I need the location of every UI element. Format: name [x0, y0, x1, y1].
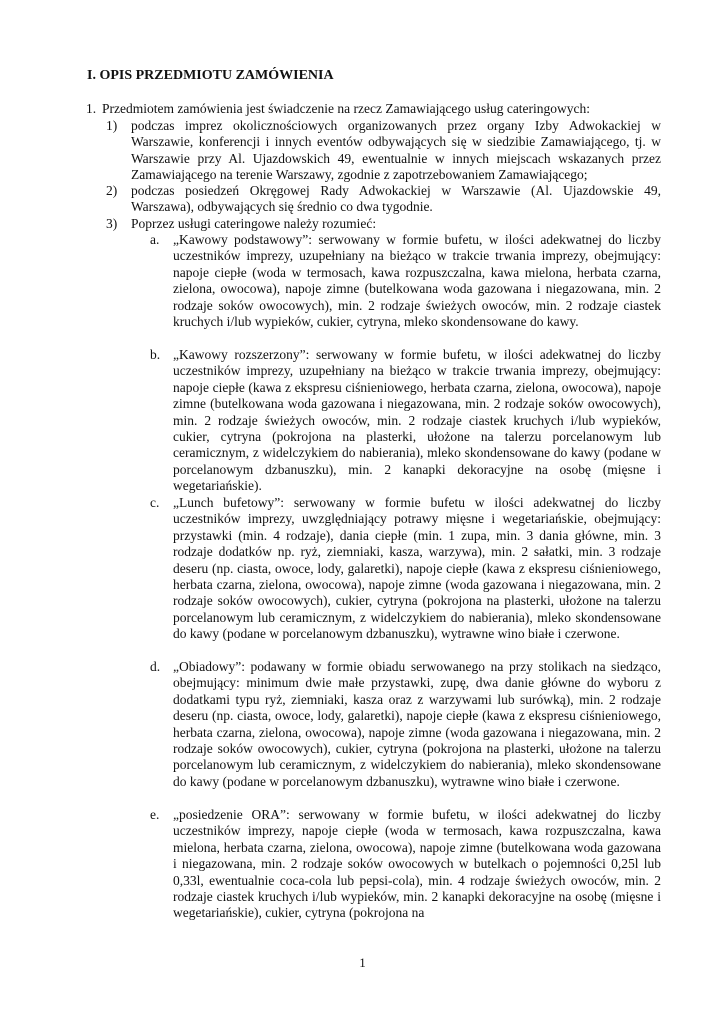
page-number: 1	[359, 955, 366, 970]
item-text: podczas posiedzeń Okręgowej Rady Adwokackiej w Warszawie (Al. Ujazdowskie 49, Warszawa), odbywających się średnio co dwa tygodnie.	[131, 183, 661, 215]
sub-item-3	[106, 216, 661, 232]
item-text: „Obiadowy”: podawany w formie obiadu serwowanego na przy stolikach na siedząco, obejmujący: minimum dwie małe przystawki, zupę, dwa danie główne do wyboru z dodatkami typu ryż, ziemniaki, kasza oraz z warzywami lub surówką), min. 2 rodzaje deseru (np. ciasta, owoce, lody, galaretki), napoje ciepłe (kawa z ekspresu ciśnieniowego, herbata czarna, zielona, owocowa), napoje zimne (woda gazowana i niegazowana, min. 2 rodzaje soków owocowych), cukier, cytryna (pokrojona na plasterki, ułożone na talerzu porcelanowym lub ceramicznym, z widelczykiem do nabierania), mleko skondensowane do kawy (podane w porcelanowym dzbanuszku), wytrawne wino białe i czerwone.	[173, 659, 661, 789]
letter-item-b	[150, 347, 661, 495]
section-heading: I. OPIS PRZEDMIOTU ZAMÓWIENIA	[87, 68, 334, 83]
item-number: 3)	[106, 216, 118, 231]
letter-item-d	[150, 659, 661, 790]
item-text: Przedmiotem zamówienia jest świadczenie na rzecz Zamawiającego usług cateringowych:	[102, 101, 591, 116]
item-letter: d.	[150, 659, 161, 674]
item-text: „Kawowy rozszerzony”: serwowany w formie bufetu, w ilości adekwatnej do liczby uczestników imprezy, uzupełniany na bieżąco w trakcie trwania imprezy, obejmujący: napoje ciepłe (kawa z ekspresu ciśnieniowego, herbata czarna, zielona, owocowa), napoje zimne (butelkowana woda gazowana i niegazowana, min. 2 rodzaje soków owocowych), min. 2 rodzaje świeżych owoców, min. 2 rodzaje ciastek kruchych i/lub wypieków, cukier, cytryna (pokrojona na plasterki, ułożone na talerzu porcelanowym lub ceramicznym, z widelczykiem do nabierania), mleko skondensowane do kawy (podane w porcelanowym dzbanuszku), min. 2 kanapki dekoracyjne na osobę (mięsne i wegetariańskie).	[173, 347, 661, 494]
letter-item-c	[150, 495, 661, 643]
item-number: 2)	[106, 183, 118, 198]
item-letter: e.	[150, 807, 160, 822]
item-letter: c.	[150, 495, 160, 510]
letter-item-a	[150, 232, 661, 330]
item-letter: b.	[150, 347, 161, 362]
item-number: 1.	[86, 101, 97, 116]
item-text: podczas imprez okolicznościowych organizowanych przez organy Izby Adwokackiej w Warszawie, konferencji i innych eventów odbywających się w siedzibie Zamawiającego, tj. w Warszawie przy Al. Ujazdowskich 49, ewentualnie w innych miejscach wskazanych przez Zamawiającego na terenie Warszawy, zgodnie z zapotrzebowaniem Zamawiającego;	[131, 118, 661, 183]
item-text: „Kawowy podstawowy”: serwowany w formie bufetu, w ilości adekwatnej do liczby uczestników imprezy, uzupełniany na bieżąco w trakcie trwania imprezy, obejmujący: napoje ciepłe (woda w termosach, kawa rozpuszczalna, kawa mielona, herbata czarna, zielona, owocowa), napoje zimne (butelkowana woda gazowana i niegazowana, min. 2 rodzaje soków owocowych), min. 2 rodzaje świeżych owoców, min. 2 rodzaje ciastek kruchych i/lub wypieków, cukier, cytryna, mleko skondensowane do kawy.	[173, 232, 661, 330]
sub-item-2	[106, 183, 661, 216]
list-item-1	[86, 101, 661, 117]
item-text: „Lunch bufetowy”: serwowany w formie bufetu w ilości adekwatnej do liczby uczestników imprezy, uwzględniający potrawy mięsne i wegetariańskie, obejmujący: przystawki (min. 4 rodzaje), dania ciepłe (min. 1 zupa, min. 3 dania główne, min. 3 rodzaje dodatków np. ryż, ziemniaki, kasza, warzywa), min. 2 sałatki, min. 3 rodzaje deseru (np. ciasta, owoce, lody, galaretki), napoje ciepłe (kawa z ekspresu ciśnieniowego, herbata czarna, zielona, owocowa), napoje zimne (woda gazowana i niegazowana, min. 2 rodzaje soków owocowych), cukier, cytryna (pokrojona na plasterki, ułożone na talerzu porcelanowym lub ceramicznym, z widelczykiem do nabierania), mleko skondensowane do kawy (podane w porcelanowym dzbanuszku), wytrawne wino białe i czerwone.	[173, 495, 661, 642]
letter-item-e	[150, 807, 661, 922]
item-number: 1)	[106, 118, 118, 133]
item-text: „posiedzenie ORA”: serwowany w formie bufetu, w ilości adekwatnej do liczby uczestników imprezy, napoje ciepłe (woda w termosach, kawa rozpuszczalna, kawa mielona, herbata czarna, zielona, owocowa), napoje zimne (butelkowana woda gazowana i niegazowana, min. 2 rodzaje soków owocowych w butelkach o pojemności 0,25l lub 0,33l, ewentualnie coca-cola lub pepsi-cola), min. 4 rodzaje świeżych owoców, min. 2 rodzaje ciastek kruchych i/lub wypieków, min. 2 kanapki dekoracyjne na osobę (mięsne i wegetariańskie), cukier, cytryna (pokrojona na	[173, 807, 661, 921]
sub-item-1	[106, 118, 661, 184]
item-text: Poprzez usługi cateringowe należy rozumieć:	[131, 216, 377, 231]
item-letter: a.	[150, 232, 160, 247]
